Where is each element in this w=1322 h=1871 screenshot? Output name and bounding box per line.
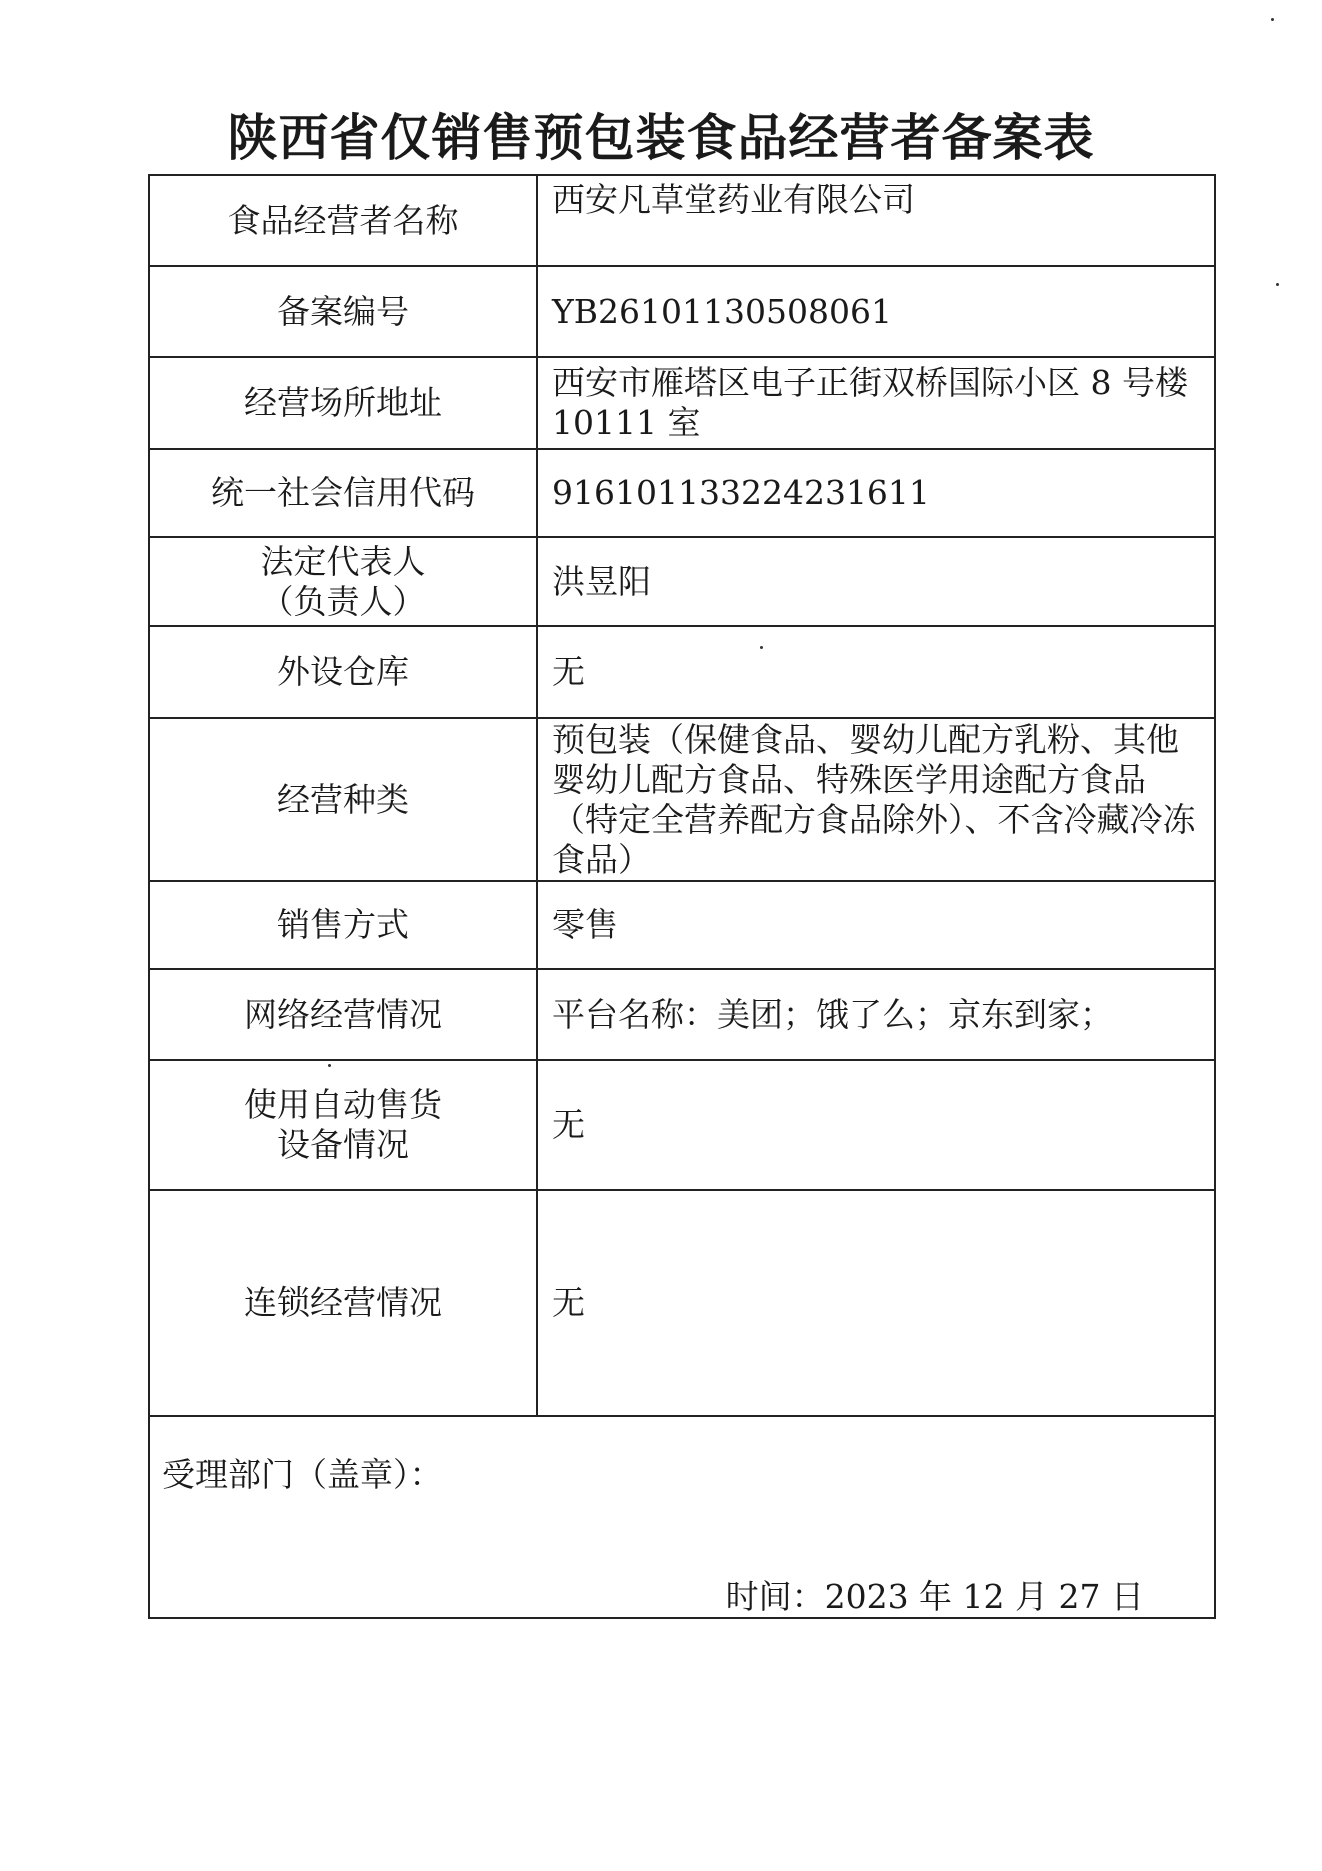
label-vending-devices: 使用自动售货 设备情况	[149, 1060, 537, 1190]
table-row-vending-devices	[149, 1060, 1215, 1190]
label-chain-operation: 连锁经营情况	[149, 1190, 537, 1416]
label-external-warehouse: 外设仓库	[149, 626, 537, 718]
table-row-business-category	[149, 718, 1215, 881]
table-row-credit-code	[149, 449, 1215, 537]
label-operator-name: 食品经营者名称	[149, 175, 537, 266]
table-row-chain-operation	[149, 1190, 1215, 1416]
label-online-business: 网络经营情况	[149, 969, 537, 1060]
accepting-department-label: 受理部门（盖章）：	[162, 1455, 443, 1494]
table-row-external-warehouse	[149, 626, 1215, 718]
value-vending-devices: 无	[537, 1060, 1215, 1190]
value-credit-code: 916101133224231611	[537, 449, 1215, 537]
scan-speck	[1276, 283, 1279, 286]
value-business-category: 预包装（保健食品、婴幼儿配方乳粉、其他婴幼儿配方食品、特殊医学用途配方食品（特定全营养配方食品除外）、不含冷藏冷冻食品）	[537, 718, 1215, 881]
value-legal-representative: 洪昱阳	[537, 537, 1215, 626]
label-legal-representative: 法定代表人 （负责人）	[149, 537, 537, 626]
label-address: 经营场所地址	[149, 357, 537, 449]
table-row-operator-name	[149, 175, 1215, 266]
value-operator-name: 西安凡草堂药业有限公司	[537, 175, 1215, 266]
date-text: 时间：2023 年 12 月 27 日	[725, 1577, 1144, 1616]
footer-cell	[149, 1416, 1215, 1618]
scan-speck	[760, 646, 763, 649]
scan-speck	[1271, 18, 1274, 21]
value-external-warehouse: 无	[537, 626, 1215, 718]
value-online-business: 平台名称：美团；饿了么；京东到家；	[537, 969, 1215, 1060]
label-sales-method: 销售方式	[149, 881, 537, 969]
table-row-sales-method	[149, 881, 1215, 969]
value-address: 西安市雁塔区电子正街双桥国际小区 8 号楼 10111 室	[537, 357, 1215, 449]
label-credit-code: 统一社会信用代码	[149, 449, 537, 537]
label-business-category: 经营种类	[149, 718, 537, 881]
table-row-online-business	[149, 969, 1215, 1060]
label-record-number: 备案编号	[149, 266, 537, 357]
value-chain-operation: 无	[537, 1190, 1215, 1416]
table-row-address	[149, 357, 1215, 449]
value-sales-method: 零售	[537, 881, 1215, 969]
value-record-number: YB26101130508061	[537, 266, 1215, 357]
document-title: 陕西省仅销售预包装食品经营者备案表	[227, 109, 1095, 167]
table-row-footer	[149, 1416, 1215, 1618]
table-row-record-number	[149, 266, 1215, 357]
scan-speck	[328, 1064, 331, 1067]
table-row-legal-representative	[149, 537, 1215, 626]
record-table	[148, 174, 1216, 1619]
